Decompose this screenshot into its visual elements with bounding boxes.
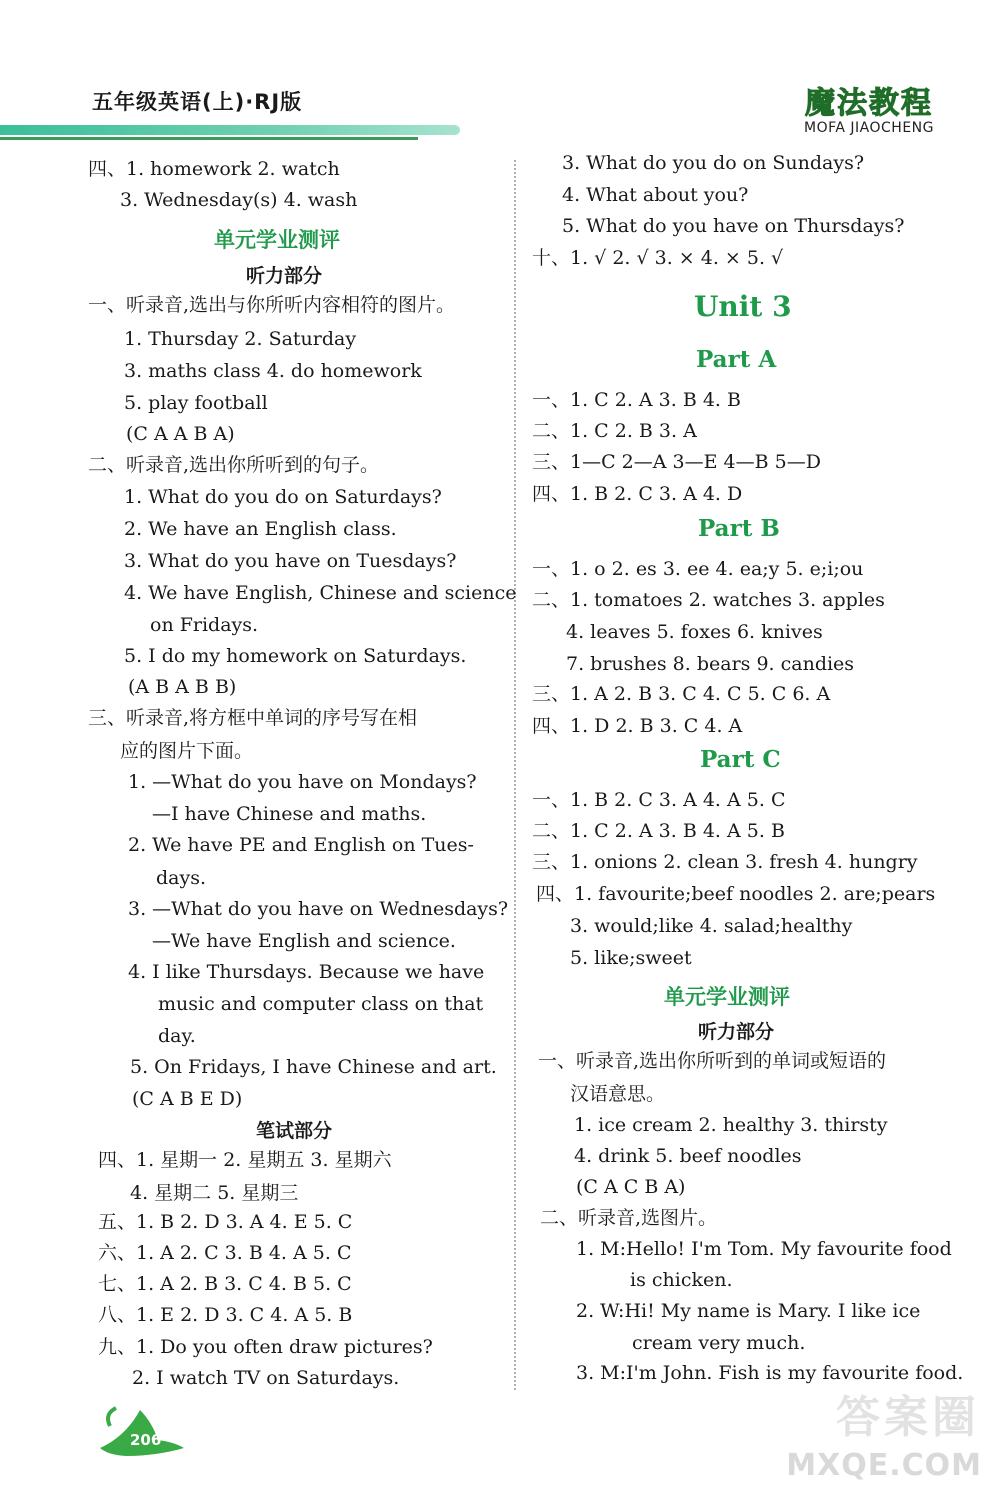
answer-line: 1. —What do you have on Mondays? xyxy=(128,771,477,793)
answer-line: 3. —What do you have on Wednesdays? xyxy=(128,898,509,920)
answer-line: 5. I do my homework on Saturdays. xyxy=(124,645,467,667)
question-heading: 三、听录音,将方框中单词的序号写在相 xyxy=(88,707,418,729)
column-divider xyxy=(514,160,516,1390)
header-rule xyxy=(0,125,460,135)
section-title: 单元学业测评 xyxy=(214,228,340,252)
answer-line: 九、1. Do you often draw pictures? xyxy=(98,1336,433,1358)
subsection-title: 笔试部分 xyxy=(256,1120,333,1142)
answer-line: 四、1. favourite;beef noodles 2. are;pears xyxy=(536,883,936,905)
answer-line: (C A A B A) xyxy=(126,423,235,445)
answer-line: 四、1. D 2. B 3. C 4. A xyxy=(532,715,743,737)
part-title: Part A xyxy=(696,346,777,373)
answer-line: 二、1. tomatoes 2. watches 3. apples xyxy=(532,589,885,611)
answer-line: —We have English and science. xyxy=(152,930,456,952)
page-number-badge xyxy=(96,1400,186,1460)
answer-line: 一、1. C 2. A 3. B 4. B xyxy=(532,389,741,411)
answer-line: 六、1. A 2. C 3. B 4. A 5. C xyxy=(98,1242,352,1264)
book-title: 五年级英语(上)·RJ版 xyxy=(92,90,303,114)
answer-line: 5. like;sweet xyxy=(570,947,692,969)
answer-line: 4. leaves 5. foxes 6. knives xyxy=(566,621,823,643)
answer-line: 3. maths class 4. do homework xyxy=(124,360,422,382)
answer-line: music and computer class on that xyxy=(158,993,484,1015)
answer-line: 三、1. onions 2. clean 3. fresh 4. hungry xyxy=(532,851,918,873)
answer-line: 3. M:I'm John. Fish is my favourite food. xyxy=(576,1362,964,1384)
answer-line: 4. What about you? xyxy=(562,184,749,206)
answer-line: 二、1. C 2. B 3. A xyxy=(532,420,697,442)
answer-line: days. xyxy=(156,867,207,889)
answer-line: 3. Wednesday(s) 4. wash xyxy=(120,189,358,211)
answer-line: (C A B E D) xyxy=(132,1088,243,1110)
answer-line: 二、1. C 2. A 3. B 4. A 5. B xyxy=(532,820,785,842)
brand-logo xyxy=(804,78,934,136)
answer-line: day. xyxy=(158,1025,196,1047)
answer-line: 2. I watch TV on Saturdays. xyxy=(132,1367,400,1389)
answer-line: 三、1—C 2—A 3—E 4—B 5—D xyxy=(532,451,821,473)
subsection-title: 听力部分 xyxy=(246,265,323,287)
subsection-title: 听力部分 xyxy=(698,1021,775,1043)
answer-line: 四、1. B 2. C 3. A 4. D xyxy=(532,483,743,505)
header-rule-thin xyxy=(0,137,418,140)
answer-line: 四、1. 星期一 2. 星期五 3. 星期六 xyxy=(98,1149,392,1171)
answer-line: 2. We have PE and English on Tues- xyxy=(128,834,474,856)
page-number: 206 xyxy=(130,1431,162,1449)
brand-name-cn: 魔法教程 xyxy=(805,86,933,121)
question-heading: 一、听录音,选出与你所听内容相符的图片。 xyxy=(88,294,456,316)
answer-line: 5. What do you have on Thursdays? xyxy=(562,215,905,237)
watermark-url: MXQE.COM xyxy=(786,1448,982,1483)
answer-line: 3. What do you have on Tuesdays? xyxy=(124,550,457,572)
answer-line: 5. On Fridays, I have Chinese and art. xyxy=(130,1056,497,1078)
question-heading: 二、听录音,选出你所听到的句子。 xyxy=(88,454,380,476)
part-title: Part B xyxy=(698,515,780,542)
answer-line: 1. ice cream 2. healthy 3. thirsty xyxy=(574,1114,888,1136)
answer-line: 1. M:Hello! I'm Tom. My favourite food xyxy=(576,1238,952,1260)
answer-line: (A B A B B) xyxy=(128,676,237,698)
part-title: Part C xyxy=(700,746,781,773)
unit-title: Unit 3 xyxy=(694,290,792,323)
section-title: 单元学业测评 xyxy=(664,985,790,1009)
answer-line: 7. brushes 8. bears 9. candies xyxy=(566,653,855,675)
answer-line: 2. W:Hi! My name is Mary. I like ice xyxy=(576,1300,921,1322)
question-heading: 一、听录音,选出你所听到的单词或短语的 xyxy=(538,1050,887,1072)
answer-line: 4. We have English, Chinese and science xyxy=(124,582,517,604)
wizard-hat-icon xyxy=(96,1400,186,1460)
answer-line: 3. would;like 4. salad;healthy xyxy=(570,915,853,937)
answer-line: 4. I like Thursdays. Because we have xyxy=(128,961,485,983)
answer-line: 七、1. A 2. B 3. C 4. B 5. C xyxy=(98,1273,352,1295)
watermark-logo: 答案圈 xyxy=(836,1392,980,1443)
answer-line: 3. What do you do on Sundays? xyxy=(562,152,865,174)
answer-line: 1. Thursday 2. Saturday xyxy=(124,328,357,350)
answer-line: 4. 星期二 5. 星期三 xyxy=(130,1182,299,1204)
answer-line: on Fridays. xyxy=(150,614,259,636)
answer-line: is chicken. xyxy=(630,1269,733,1291)
answer-line: —I have Chinese and maths. xyxy=(152,803,427,825)
answer-line: 5. play football xyxy=(124,392,268,414)
answer-line: 五、1. B 2. D 3. A 4. E 5. C xyxy=(98,1211,353,1233)
answer-line: 一、1. o 2. es 3. ee 4. ea;y 5. e;i;ou xyxy=(532,558,864,580)
question-heading: 二、听录音,选图片。 xyxy=(540,1207,718,1229)
brand-name-en: MOFA JIAOCHENG xyxy=(804,120,934,136)
answer-line: 三、1. A 2. B 3. C 4. C 5. C 6. A xyxy=(532,683,831,705)
answer-line: 1. What do you do on Saturdays? xyxy=(124,486,442,508)
answer-line: 八、1. E 2. D 3. C 4. A 5. B xyxy=(98,1304,353,1326)
answer-line: 一、1. B 2. C 3. A 4. A 5. C xyxy=(532,789,786,811)
answer-line: 四、1. homework 2. watch xyxy=(88,158,340,180)
answer-line: 2. We have an English class. xyxy=(124,518,397,540)
question-heading: 应的图片下面。 xyxy=(120,740,254,762)
answer-line: cream very much. xyxy=(632,1332,806,1354)
question-heading: 汉语意思。 xyxy=(570,1083,666,1105)
answer-line: (C A C B A) xyxy=(576,1176,686,1198)
answer-line: 十、1. √ 2. √ 3. × 4. × 5. √ xyxy=(532,247,784,269)
answer-line: 4. drink 5. beef noodles xyxy=(574,1145,802,1167)
